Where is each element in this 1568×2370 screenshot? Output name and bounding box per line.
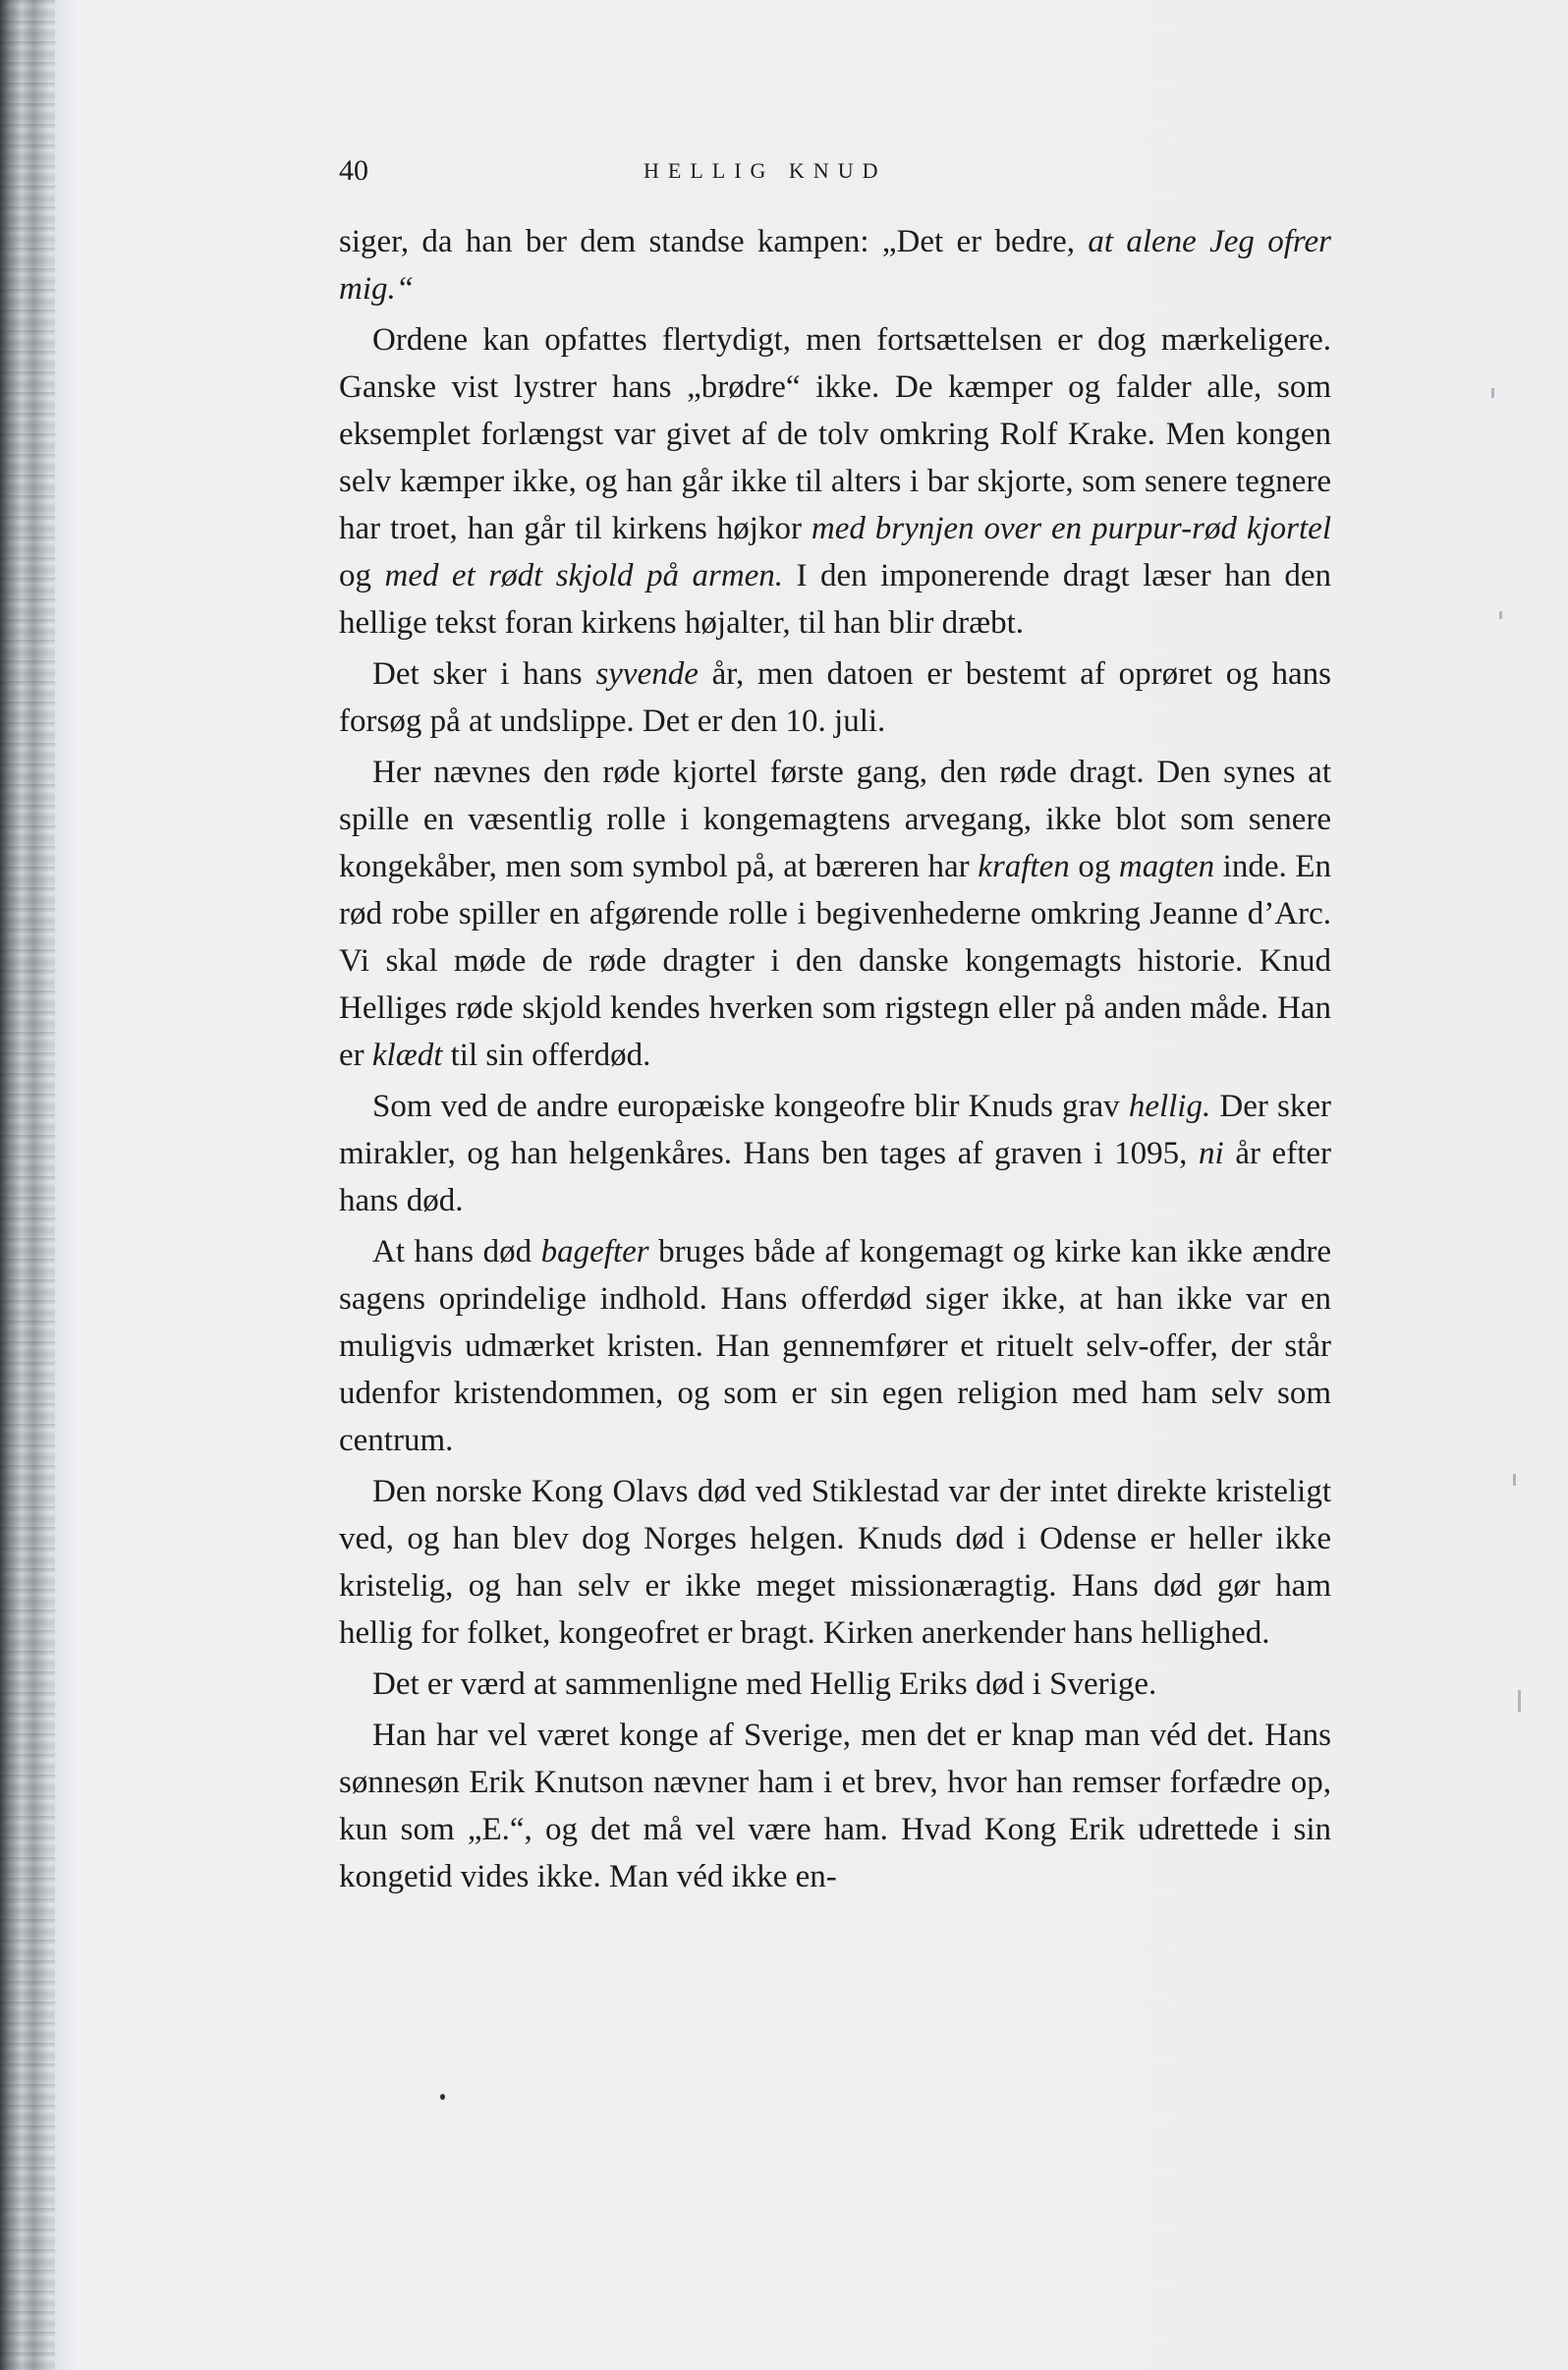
text-run: Her nævnes den røde kjortel første gang, den røde dragt. Den synes at spille en væsentlig rolle i kongemagtens arvegang, ikke blot som senere kongekåber, men som symbol på, at bæreren har [339, 755, 1331, 884]
text-run: Der sker mirakler, og han helgenkåres. Hans ben tages af graven i 1095, [339, 1089, 1331, 1171]
paragraph [339, 1661, 1331, 1708]
text-run: Det er værd at sammenligne med Hellig Eriks død i Sverige. [372, 1666, 1157, 1702]
paragraph [339, 1083, 1331, 1224]
margin-mark [1491, 388, 1494, 398]
paragraph [339, 749, 1331, 1079]
running-title: HELLIG KNUD [644, 158, 887, 183]
paragraph [339, 650, 1331, 745]
text-run: At hans død [372, 1234, 541, 1270]
paragraph [339, 1712, 1331, 1900]
text-run: og [339, 558, 385, 593]
paragraph [339, 316, 1331, 647]
text-run: Han har vel været konge af Sverige, men det er knap man véd det. Hans sønnesøn Erik Knutson nævner ham i et brev, hvor han remser forfædre op, kun som „E.“, og det må vel være ham. Hvad Kong Erik udrettede i sin kongetid vides ikke. Man véd ikke en- [339, 1718, 1331, 1894]
margin-mark [1518, 1690, 1521, 1712]
italic-text-run: med et rødt skjold på armen. [384, 558, 784, 593]
italic-text-run: syvende [595, 656, 699, 692]
italic-text-run: klædt [371, 1038, 443, 1073]
text-run: I den imponerende dragt læser han den hellige tekst foran kirkens højalter, til han blir dræbt. [339, 558, 1332, 641]
paragraph [339, 218, 1331, 312]
text-run: siger, da han ber dem standse kampen: „Det er bedre, [339, 224, 1089, 259]
running-head [339, 151, 1331, 191]
margin-mark [1499, 611, 1502, 619]
page-number: 40 [339, 154, 368, 187]
body-text [339, 218, 1331, 1904]
text-run: bruges både af kongemagt og kirke kan ikke ændre sagens oprindelige indhold. Hans offerdød siger ikke, at han ikke var en muligvis udmærket kristen. Han gennemfører et rituelt selv-offer, der står udenfor kristendommen, og som er sin egen religion med ham selv som centrum. [339, 1234, 1331, 1458]
paragraph [339, 1228, 1331, 1464]
italic-text-run: med brynjen over en purpur-rød kjortel [811, 511, 1331, 546]
italic-text-run: hellig. [1128, 1089, 1211, 1124]
italic-text-run: ni [1199, 1136, 1224, 1171]
italic-text-run: magten [1118, 849, 1215, 884]
paragraph [339, 1468, 1331, 1657]
text-run: og [1069, 849, 1119, 884]
italic-text-run: at alene Jeg ofrer mig.“ [339, 224, 1332, 307]
text-run: inde. En rød robe spiller en afgørende rolle i begivenhederne omkring Jeanne d’Arc. Vi skal møde de røde dragter i den danske kongemagts historie. Knud Helliges røde skjold kendes hverken som rigstegn eller på anden måde. Han er [339, 849, 1331, 1073]
italic-text-run: bagefter [540, 1234, 649, 1270]
italic-text-run: kraften [978, 849, 1070, 884]
ink-speck [440, 2094, 445, 2100]
text-run: Det sker i hans [372, 656, 596, 692]
margin-mark [1513, 1474, 1516, 1486]
text-run: år efter hans død. [339, 1136, 1332, 1218]
text-run: Den norske Kong Olavs død ved Stiklestad var der intet direkte kristeligt ved, og han blev dog Norges helgen. Knuds død i Odense er heller ikke kristelig, og han selv er ikke meget missionæragtig. Hans død gør ham hellig for folket, kongeofret er bragt. Kirken anerkender hans hellighed. [339, 1474, 1331, 1651]
text-run: til sin offerdød. [442, 1038, 651, 1073]
text-run: Som ved de andre europæiske kongeofre blir Knuds grav [372, 1089, 1129, 1124]
text-run: år, men datoen er bestemt af oprøret og hans forsøg på at undslippe. Det er den 10. juli. [339, 656, 1331, 739]
text-run: Ordene kan opfattes flertydigt, men fortsættelsen er dog mærkeligere. Ganske vist lystrer hans „brødre“ ikke. De kæmper og falder alle, som eksemplet forlængst var givet af de tolv omkring Rolf Krake. Men kongen selv kæmper ikke, og han går ikke til alters i bar skjorte, som senere tegnere har troet, han går til kirkens højkor [339, 322, 1331, 546]
